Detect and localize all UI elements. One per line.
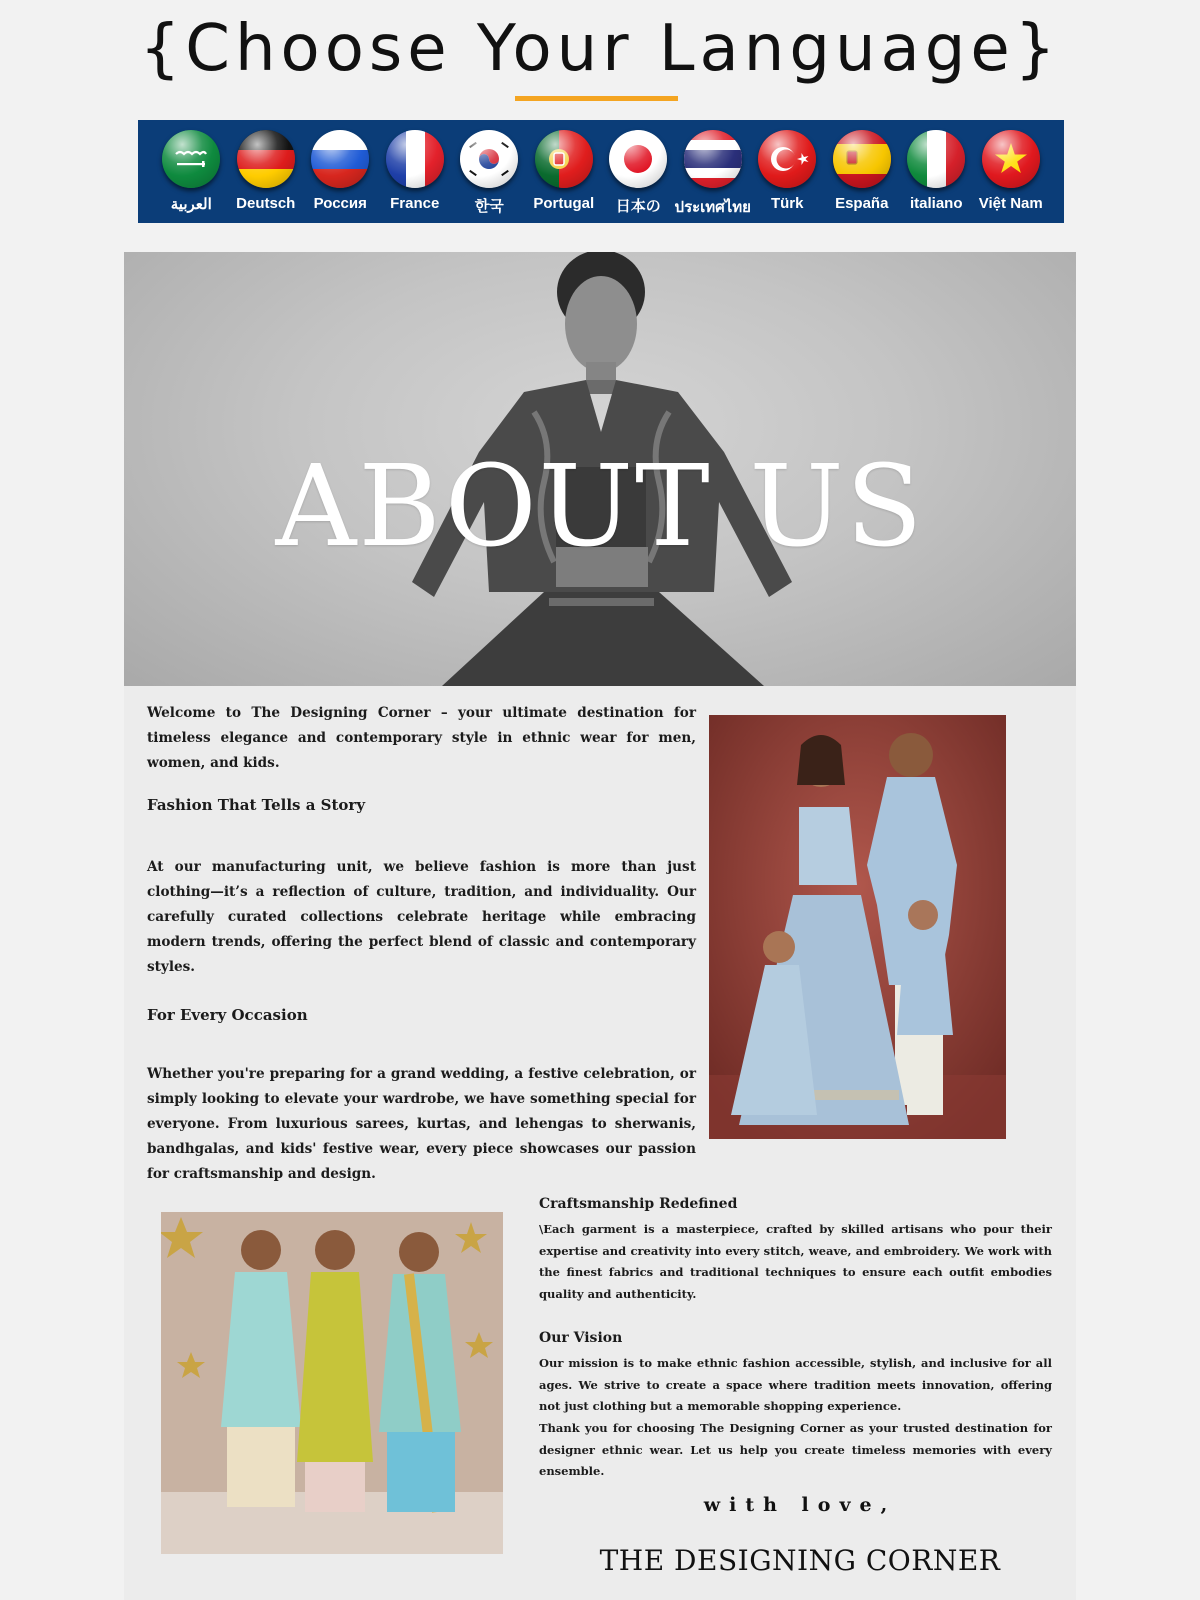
about-us-title: ABOUT US (275, 442, 925, 572)
language-option-italian[interactable] (900, 130, 972, 212)
title-underline (515, 96, 678, 101)
language-option-turkish[interactable] (751, 130, 823, 212)
germany-flag-icon (237, 130, 295, 188)
italy-flag-icon (907, 130, 965, 188)
russia-flag-icon (311, 130, 369, 188)
every-occasion-heading: For Every Occasion (147, 1006, 308, 1024)
language-option-german[interactable] (230, 130, 302, 212)
fashion-story-heading: Fashion That Tells a Story (147, 796, 366, 814)
about-hero-banner (124, 252, 1076, 686)
france-flag-icon (386, 130, 444, 188)
language-option-arabic[interactable] (155, 130, 227, 213)
spain-flag-icon (833, 130, 891, 188)
vietnam-flag-icon (982, 130, 1040, 188)
craftsmanship-heading: Craftsmanship Redefined (539, 1196, 738, 1212)
language-label: France (390, 195, 440, 212)
portugal-flag-icon (535, 130, 593, 188)
family-ethnic-wear-photo (709, 715, 1006, 1139)
intro-paragraph: Welcome to The Designing Corner – your ultimate destination for timeless elegance and contemporary style in ethnic wear for men, women, and kids. (147, 705, 696, 771)
saudi-arabia-flag-icon (162, 130, 220, 188)
kids-festive-wear-photo (161, 1212, 503, 1554)
language-label: ประเทศไทย (674, 199, 751, 216)
craftsmanship-paragraph: \Each garment is a masterpiece, crafted by skilled artisans who pour their expertise and creativity into every stitch, weave, and embroidery. We work with the finest fabrics and traditional techniques to ensure each outfit embodies quality and authenticity. (539, 1222, 1052, 1302)
language-option-portuguese[interactable] (528, 130, 600, 212)
japan-flag-icon (609, 130, 667, 188)
brand-name-signature: THE DESIGNING CORNER (599, 1544, 1001, 1577)
language-label: italiano (909, 195, 963, 212)
language-label: España (835, 195, 889, 212)
language-label: Portugal (533, 195, 595, 212)
turkey-flag-icon (758, 130, 816, 188)
language-option-vietnamese[interactable] (975, 130, 1047, 212)
thailand-flag-icon (684, 130, 742, 188)
language-label: Deutsch (236, 195, 296, 212)
language-label: Россия (313, 195, 367, 212)
language-label: العربية (170, 196, 212, 213)
our-vision-heading: Our Vision (539, 1330, 623, 1346)
language-option-russian[interactable] (304, 130, 376, 212)
language-option-japanese[interactable] (602, 130, 674, 216)
choose-language-title: {Choose Your Language} (139, 12, 1061, 86)
fashion-story-paragraph: At our manufacturing unit, we believe fashion is more than just clothing—it’s a reflection of culture, tradition, and individuality. Our carefully curated collections celebrate heritage while embracing modern trends, offering the perfect blend of classic and contemporary styles. (147, 859, 696, 975)
every-occasion-paragraph: Whether you're preparing for a grand wedding, a festive celebration, or simply looking to elevate your wardrobe, we have something special for everyone. From luxurious sarees, kurtas, and lehengas to sherwanis, bandhgalas, and kids' festive wear, every piece showcases our passion for craftsmanship and design. (147, 1066, 696, 1182)
language-label: Türk (770, 195, 804, 212)
language-option-thai[interactable] (674, 130, 751, 219)
south-korea-flag-icon (460, 130, 518, 188)
language-selector-bar (138, 120, 1064, 223)
language-option-french[interactable] (379, 130, 451, 212)
thank-you-paragraph: Thank you for choosing The Designing Corner as your trusted destination for designer ethnic wear. Let us help you create timeless memories with every ensemble. (539, 1421, 1052, 1479)
language-option-spanish[interactable] (826, 130, 898, 212)
language-option-korean[interactable] (453, 130, 525, 216)
our-vision-paragraph: Our mission is to make ethnic fashion accessible, stylish, and inclusive for all ages. We strive to create a space where tradition meets innovation, offering not just clothing but a memorable shopping experience. (539, 1356, 1052, 1414)
language-label: Việt Nam (978, 195, 1043, 212)
with-love-signoff: with love, (703, 1494, 897, 1516)
language-label: 日本の (615, 198, 661, 215)
language-label: 한국 (474, 198, 504, 215)
